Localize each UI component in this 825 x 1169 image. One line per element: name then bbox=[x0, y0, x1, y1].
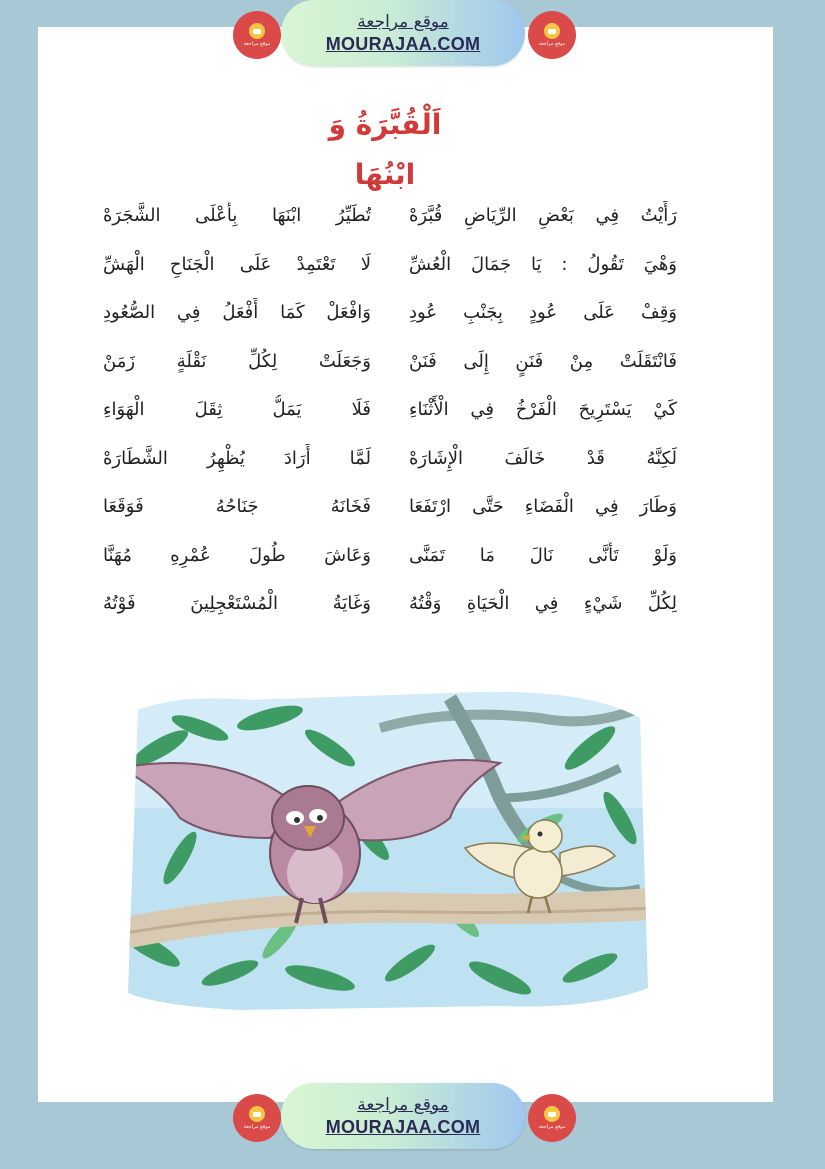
verse-first-half: فَانْتَقَلَتْ مِنْ فَنَنٍ إِلَى فَنَنْ bbox=[409, 350, 677, 372]
verse-first-half: رَأَيْتُ فِي بَعْضِ الرِّيَاضِ قُبَّرَهْ bbox=[409, 205, 677, 226]
verse-second-half: لَمَّا أَرَادَ يُظْهِرُ الشَّطَارَهْ bbox=[103, 447, 371, 469]
poem-verse bbox=[95, 195, 685, 244]
poem-verse bbox=[95, 244, 685, 293]
poem-verse bbox=[95, 486, 685, 535]
top-banner bbox=[0, 0, 825, 70]
verse-second-half: وَغَايَةُ الْمُسْتَعْجِلِينَ فَوْتُهُ bbox=[103, 593, 371, 614]
verse-first-half: كَيْ يَسْتَرِيحَ الْفَرْخُ فِي الْأَثْنَاءِ bbox=[409, 399, 677, 420]
site-name-arabic: موقع مراجعة bbox=[357, 1095, 449, 1115]
site-name-arabic: موقع مراجعة bbox=[357, 12, 449, 32]
verse-second-half: وَعَاشَ طُولَ عُمْرِهِ مُهَنَّا bbox=[103, 544, 371, 566]
poem-verse bbox=[95, 535, 685, 584]
verse-second-half: فَخَانَهُ جَنَاحُهُ فَوَقَعَا bbox=[103, 496, 371, 517]
site-name-latin: MOURAJAA.COM bbox=[325, 34, 481, 54]
logo-badge-icon: موقع مراجعة bbox=[233, 1094, 281, 1142]
poem-verse bbox=[95, 583, 685, 632]
verse-second-half: تُطَيِّرُ ابْنَهَا بِأَعْلَى الشَّجَرَهْ bbox=[103, 205, 371, 226]
poem-title: اَلْقُبَّرَةُ وَ ابْنُهَا bbox=[328, 108, 442, 191]
poem-verse bbox=[95, 438, 685, 487]
poem bbox=[95, 195, 685, 632]
logo-badge-icon: موقع مراجعة bbox=[528, 1094, 576, 1142]
verse-second-half: وَافْعَلْ كَمَا أَفْعَلُ فِي الصُّعُودِ bbox=[103, 302, 371, 323]
site-link[interactable] bbox=[281, 1083, 525, 1149]
lark-and-chick-illustration bbox=[120, 688, 650, 1013]
poem-verse bbox=[95, 292, 685, 341]
verse-first-half: وَلَوْ تَأَنَّى نَالَ مَا تَمَنَّى bbox=[409, 544, 677, 566]
poem-verse bbox=[95, 389, 685, 438]
verse-first-half: وَطَارَ فِي الْفَضَاءِ حَتَّى ارْتَفَعَا bbox=[409, 496, 677, 517]
verse-second-half: لَا تَعْتَمِدْ عَلَى الْجَنَاحِ الْهَشِّ bbox=[103, 253, 371, 275]
site-link[interactable] bbox=[281, 0, 525, 66]
bottom-banner bbox=[0, 1083, 825, 1153]
logo-badge-icon: موقع مراجعة bbox=[528, 11, 576, 59]
verse-first-half: لَكِنَّهُ قَدْ خَالَفَ الْإِشَارَهْ bbox=[409, 447, 677, 469]
site-name-latin: MOURAJAA.COM bbox=[325, 1117, 481, 1137]
poem-verse bbox=[95, 341, 685, 390]
verse-second-half: فَلَا يَمَلُّ ثِقَلَ الْهَوَاءِ bbox=[103, 399, 371, 420]
verse-first-half: لِكُلِّ شَيْءٍ فِي الْحَيَاةِ وَقْتُهُ bbox=[409, 593, 677, 614]
verse-first-half: وَقِفْ عَلَى عُودٍ بِجَنْبِ عُودِ bbox=[409, 302, 677, 323]
verse-first-half: وَهْيَ تَقُولُ : يَا جَمَالَ الْعُشِّ bbox=[409, 253, 677, 275]
logo-badge-icon: موقع مراجعة bbox=[233, 11, 281, 59]
verse-second-half: وَجَعَلَتْ لِكُلِّ نَقْلَةٍ زَمَنْ bbox=[103, 350, 371, 372]
